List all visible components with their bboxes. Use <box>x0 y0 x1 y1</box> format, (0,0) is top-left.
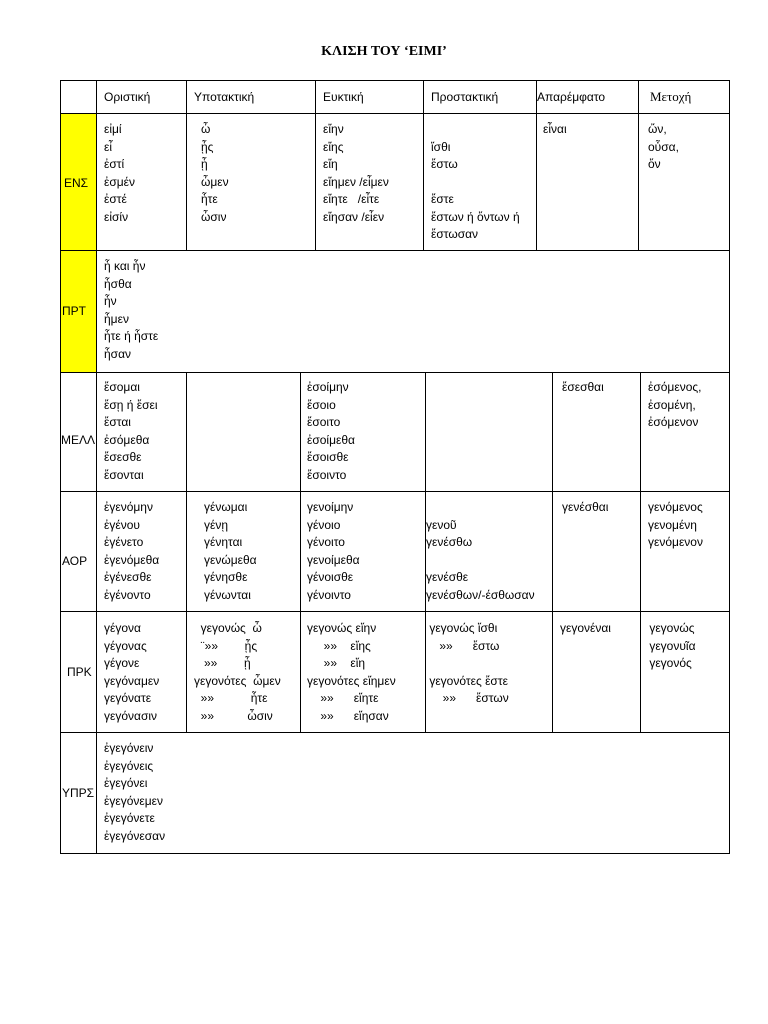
aor-oristiki: ἐγενόμην ἐγένου ἐγένετο ἐγενόμεθα ἐγένεσθε ἐγένοντο <box>104 500 160 602</box>
grid-line <box>60 372 730 373</box>
prk-prostaktiki: γεγονώς ἴσθι »» ἔστω γεγονότες ἔστε »» ἔστων <box>429 621 509 705</box>
grid-line <box>423 80 424 251</box>
prk-efktiki: γεγονώς εἴην »» εἴης »» εἴη γεγονότες εἴημεν »» εἴητε »» εἴησαν <box>307 621 396 723</box>
row-label-mell: ΜΕΛΛ <box>61 433 96 447</box>
mell-metochi: ἐσόμενος, ἐσομένη, ἐσόμενον <box>648 380 702 429</box>
row-label-yprs: ΥΠΡΣ <box>62 786 95 800</box>
grid-line <box>552 372 553 733</box>
yprs-oristiki: ἐγεγόνειν ἐγεγόνεις ἐγεγόνει ἐγεγόνεμεν ἐγεγόνετε ἐγεγόνεσαν <box>104 741 166 843</box>
mell-efktiki: ἐσοίμην ἔσοιο ἔσοιτο ἐσοίμεθα ἔσοισθε ἔσοιντο <box>307 380 355 482</box>
mell-aparemfato: ἔσεσθαι <box>562 380 604 394</box>
ens-aparemfato: εἶναι <box>543 122 567 136</box>
grid-line <box>60 80 730 81</box>
prk-metochi: γεγονώς γεγονυῖα γεγονός <box>649 621 696 670</box>
header-efktiki: Ευκτική <box>323 90 364 104</box>
header-ypotaktiki: Υποτακτική <box>194 90 255 104</box>
prt-oristiki: ἦ και ἦν ἦσθα ἦν ἦμεν ἦτε ή ἦστε ἦσαν <box>104 259 159 361</box>
grid-line <box>60 250 730 251</box>
grid-line <box>60 853 730 854</box>
row-label-ens: ΕΝΣ <box>64 176 89 190</box>
prk-oristiki: γέγονα γέγονας γέγονε γεγόναμεν γεγόνατε γεγόνασιν <box>104 621 160 723</box>
header-prostaktiki: Προστακτική <box>431 90 499 104</box>
prk-ypotaktiki: γεγονώς ὦ ¨»» ᾖς »» ᾖ γεγονότες ὦμεν »» ἦτε »» ὦσιν <box>194 621 281 723</box>
grid-line <box>315 80 316 251</box>
grid-line <box>96 80 97 854</box>
grid-line <box>729 80 730 854</box>
aor-aparemfato: γενέσθαι <box>562 500 609 514</box>
ens-oristiki: εἰμί εἶ ἐστί ἐσμέν ἐστέ εἰσίν <box>104 122 136 224</box>
grid-line <box>638 80 639 251</box>
row-label-prt: ΠΡΤ <box>62 304 86 318</box>
grid-line <box>640 372 641 733</box>
page-title: ΚΛΙΣΗ ΤΟΥ ‘ΕΙΜΙ’ <box>321 44 447 59</box>
aor-ypotaktiki: γένωμαι γένῃ γένηται γενώμεθα γένησθε γένωνται <box>204 500 257 602</box>
grid-line <box>300 372 301 733</box>
grid-line <box>60 113 730 114</box>
header-oristiki: Οριστική <box>104 90 151 104</box>
aor-efktiki: γενοίμην γένοιο γένοιτο γενοίμεθα γένοισθε γένοιντο <box>307 500 360 602</box>
ens-efktiki: εἴην εἴης εἴη εἴημεν /εἶμεν εἴητε /εἶτε εἴησαν /εἶεν <box>323 122 389 224</box>
ens-prostaktiki: ἴσθι ἔστω ἔστε ἔστων ή ὄντων ή ἔστωσαν <box>431 139 520 241</box>
row-label-aor: ΑΟΡ <box>62 554 88 568</box>
aor-prostaktiki: γενοῦ γενέσθω γενέσθε γενέσθων/-έσθωσαν <box>426 517 535 602</box>
grid-line <box>60 611 730 612</box>
grid-line <box>186 372 187 733</box>
conjugation-table <box>60 80 730 854</box>
prk-aparemfato: γεγονέναι <box>560 621 611 635</box>
grid-line <box>60 732 730 733</box>
header-aparemfato: Απαρέμφατο <box>537 90 606 104</box>
grid-line <box>60 80 61 854</box>
row-label-prk: ΠΡΚ <box>67 665 92 679</box>
mell-oristiki: ἔσομαι ἔσῃ ή ἔσει ἔσται ἐσόμεθα ἔσεσθε ἔσονται <box>104 380 158 482</box>
grid-line <box>60 491 730 492</box>
aor-metochi: γενόμενος γενομένη γενόμενον <box>648 500 703 549</box>
ens-metochi: ὤν, οὖσα, ὄν <box>648 122 679 171</box>
ens-ypotaktiki: ὦ ᾖς ᾖ ὦμεν ἦτε ὦσιν <box>201 122 229 224</box>
grid-line <box>186 80 187 251</box>
header-metochi: Μετοχή <box>650 89 692 104</box>
